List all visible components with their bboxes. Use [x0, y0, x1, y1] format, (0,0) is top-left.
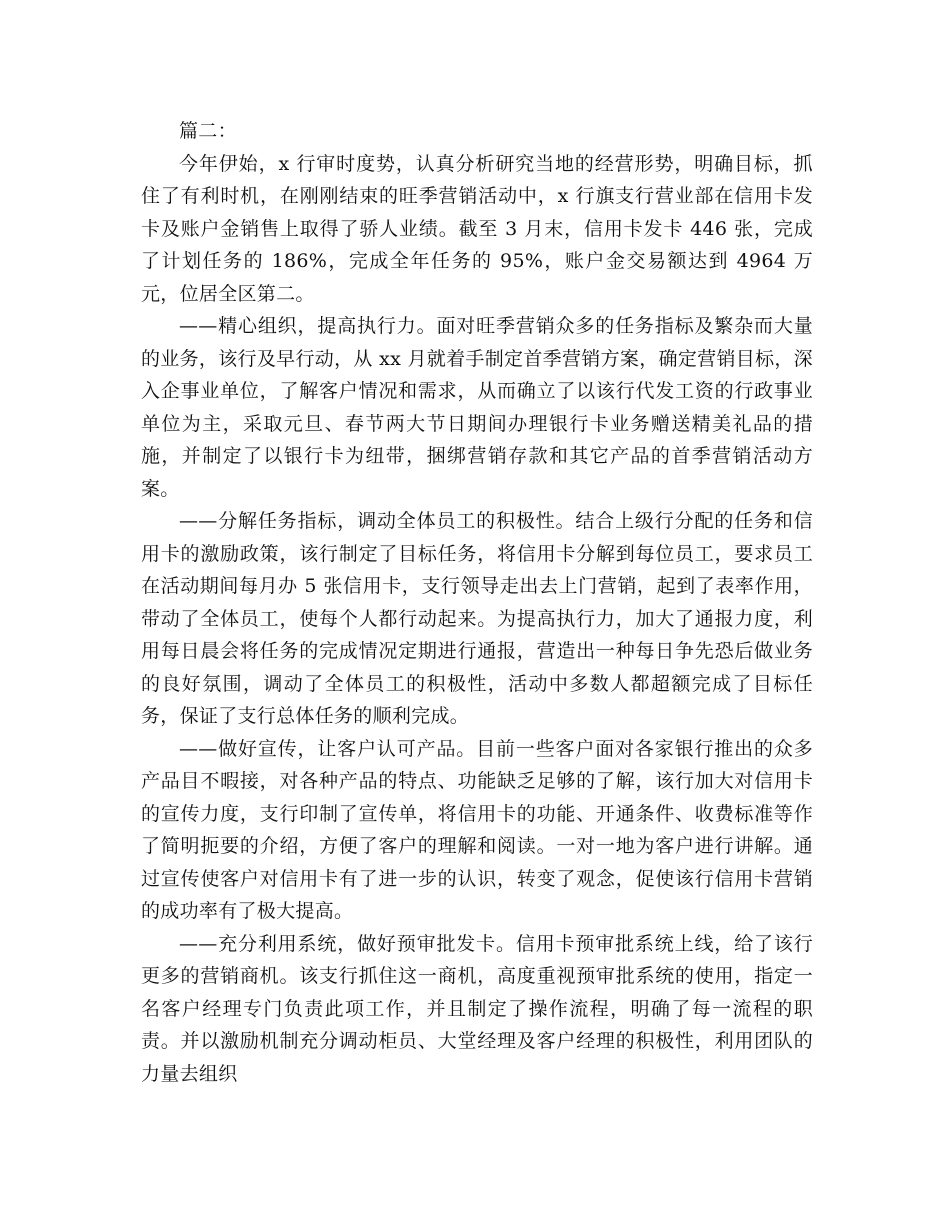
- paragraph-task-breakdown: ——分解任务指标，调动全体员工的积极性。结合上级行分配的任务和信用卡的激励政策，该行制定了目标任务，将信用卡分解到每位员工，要求员工在活动期间每月办 5 张信用卡，支行领导走出去上门营销，起到了表率作用，带动了全体员工，使每个人都行动起来。为提高执行力，加大了通报力度，利用每日晨会将任务的完成情况定期进行通报，营造出一种每日争先恐后做业务的良好氛围，调动了全体员工的积极性，活动中多数人都超额完成了目标任务，保证了支行总体任务的顺利完成。: [141, 510, 813, 727]
- paragraph-intro: 今年伊始，x 行审时度势，认真分析研究当地的经营形势，明确目标，抓住了有利时机，在刚刚结束的旺季营销活动中，x 行旗支行营业部在信用卡发卡及账户金销售上取得了骄人业绩。截至 3 月末，信用卡发卡 446 张，完成了计划任务的 186%，完成全年任务的 95%，账户金交易额达到 4964 万元，位居全区第二。: [141, 152, 813, 305]
- paragraph-organization: ——精心组织，提高执行力。面对旺季营销众多的任务指标及繁杂而大量的业务，该行及早行动，从 xx 月就着手制定首季营销方案，确定营销目标，深入企事业单位，了解客户情况和需求，从而确立了以该行代发工资的行政事业单位为主，采取元旦、春节两大节日期间办理银行卡业务赠送精美礼品的措施，并制定了以银行卡为纽带，捆绑营销存款和其它产品的首季营销活动方案。: [141, 315, 813, 500]
- paragraph-pre-approval: ——充分利用系统，做好预审批发卡。信用卡预审批系统上线，给了该行更多的营销商机。该支行抓住这一商机，高度重视预审批系统的使用，指定一名客户经理专门负责此项工作，并且制定了操作流程，明确了每一流程的职责。并以激励机制充分调动柜员、大堂经理及客户经理的积极性，利用团队的力量去组织: [141, 932, 813, 1085]
- document-body: [141, 115, 813, 1090]
- paragraph-publicity: ——做好宣传，让客户认可产品。目前一些客户面对各家银行推出的众多产品目不暇接，对各种产品的特点、功能缺乏足够的了解，该行加大对信用卡的宣传力度，支行印制了宣传单，将信用卡的功能、开通条件、收费标准等作了简明扼要的介绍，方便了客户的理解和阅读。一对一地为客户进行讲解。通过宣传使客户对信用卡有了进一步的认识，转变了观念，促使该行信用卡营销的成功率有了极大提高。: [141, 737, 813, 922]
- section-heading: 篇二：: [179, 120, 237, 142]
